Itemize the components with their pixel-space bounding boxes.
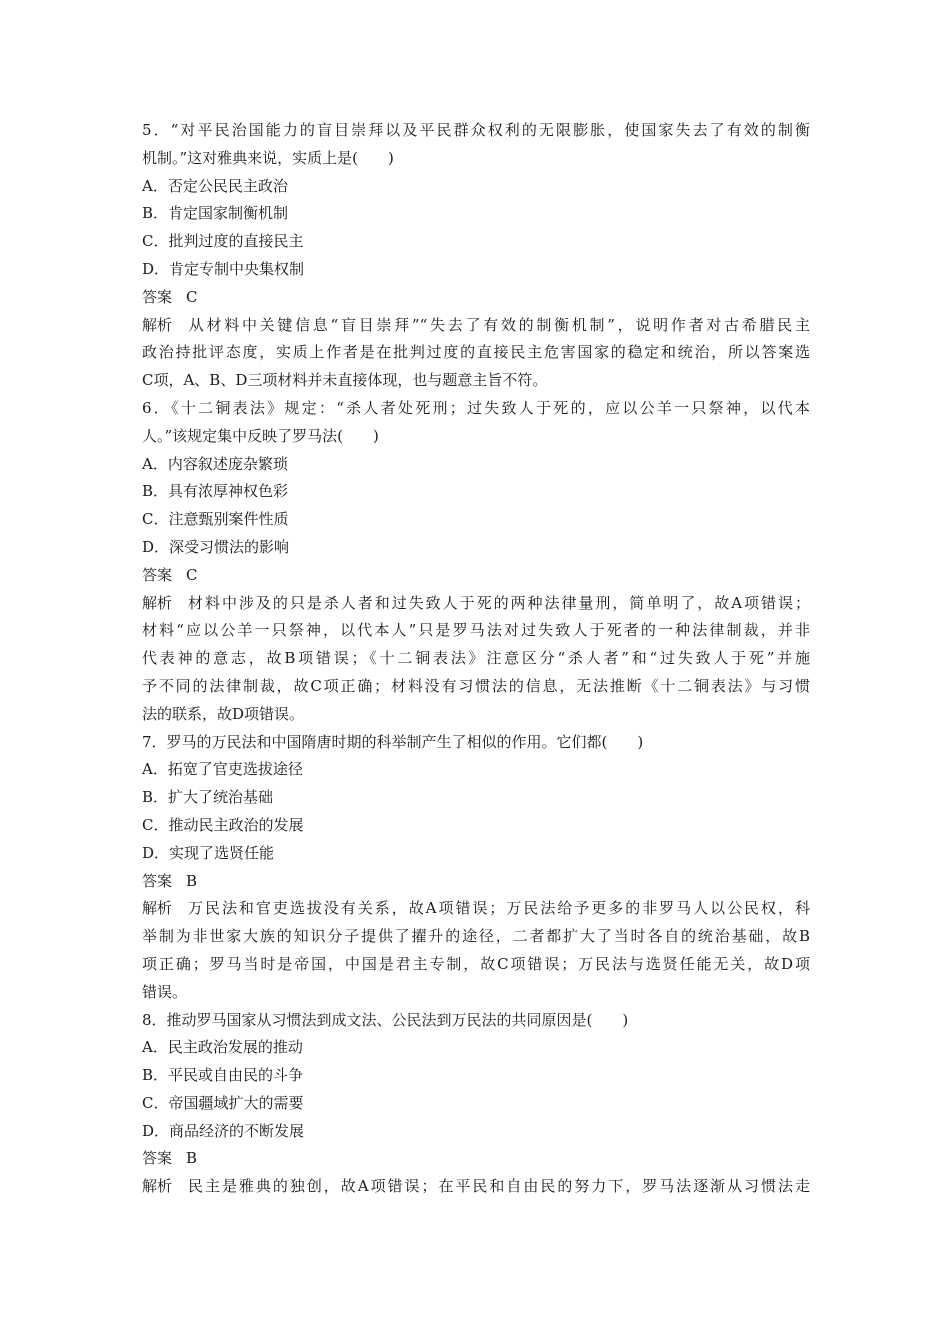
question-stem: 5．“对平民治国能力的盲目崇拜以及平民群众权利的无限膨胀，使国家失去了有效的制衡	[142, 121, 810, 139]
answer-line	[142, 562, 810, 590]
analysis-line	[142, 895, 810, 923]
analysis-label: 解析	[142, 315, 173, 334]
question-7	[142, 729, 810, 1007]
option-c: C．批判过度的直接民主	[142, 232, 304, 251]
option-c: C．帝国疆域扩大的需要	[142, 1093, 304, 1112]
option-c: C．注意甄别案件性质	[142, 510, 289, 529]
analysis-line	[142, 590, 810, 618]
option-b: B．肯定国家制衡机制	[142, 204, 289, 223]
answer-label: 答案	[142, 1149, 173, 1168]
analysis-label: 解析	[142, 593, 173, 612]
answer-line	[142, 868, 810, 896]
analysis-text: 材料“应以公羊一只祭神，以代本人”只是罗马法对过失致人于死者的一种法律制裁，并非	[142, 621, 810, 640]
answer-value: B	[186, 871, 198, 890]
question-5	[142, 117, 810, 395]
analysis-text: 项正确；罗马当时是帝国，中国是君主专制，故C项错误；万民法与选贤任能无关，故D项	[142, 954, 810, 973]
question-stem: 6．《十二铜表法》规定：“杀人者处死刑；过失致人于死的，应以公羊一只祭神，以代本	[142, 398, 810, 417]
document-body	[142, 117, 810, 1201]
answer-line	[142, 1145, 810, 1173]
option-b: B．扩大了统治基础	[142, 788, 274, 807]
answer-value: C	[186, 565, 198, 584]
question-stem: 人。”该规定集中反映了罗马法( )	[142, 426, 379, 445]
answer-line	[142, 284, 810, 312]
option-c: C．推动民主政治的发展	[142, 815, 304, 834]
question-stem: 8．推动罗马国家从习惯法到成文法、公民法到万民法的共同原因是( )	[142, 1010, 629, 1029]
analysis-line	[142, 312, 810, 340]
analysis-label: 解析	[142, 899, 173, 918]
answer-label: 答案	[142, 565, 173, 584]
analysis-text: 材料中涉及的只是杀人者和过失致人于死的两种法律量刑，简单明了，故A项错误；	[186, 593, 810, 612]
option-a: A．内容叙述庞杂繁琐	[142, 454, 288, 473]
answer-label: 答案	[142, 871, 173, 890]
analysis-text: 代表神的意志，故B项错误；《十二铜表法》注意区分“杀人者”和“过失致人于死”并施	[142, 649, 810, 668]
option-a: A．拓宽了官吏选拔途径	[142, 760, 303, 779]
answer-label: 答案	[142, 287, 173, 306]
question-stem: 机制。”这对雅典来说，实质上是( )	[142, 148, 394, 167]
option-b: B．具有浓厚神权色彩	[142, 482, 289, 501]
question-stem: 7．罗马的万民法和中国隋唐时期的科举制产生了相似的作用。它们都( )	[142, 732, 644, 751]
analysis-text: 从材料中关键信息“盲目崇拜”“失去了有效的制衡机制”，说明作者对古希腊民主	[186, 315, 810, 334]
analysis-text: 万民法和官吏选拔没有关系，故A项错误；万民法给予更多的非罗马人以公民权，科	[186, 899, 810, 918]
analysis-text: C项，A、B、D三项材料并未直接体现，也与题意主旨不符。	[142, 371, 548, 390]
option-d: D．深受习惯法的影响	[142, 537, 290, 556]
option-d: D．肯定专制中央集权制	[142, 259, 305, 278]
analysis-text: 法的联系，故D项错误。	[142, 704, 305, 723]
answer-value: C	[186, 287, 198, 306]
option-a: A．否定公民民主政治	[142, 176, 288, 195]
analysis-label: 解析	[142, 1177, 173, 1196]
analysis-text: 民主是雅典的独创，故A项错误；在平民和自由民的努力下，罗马法逐渐从习惯法走	[186, 1177, 810, 1196]
option-a: A．民主政治发展的推动	[142, 1038, 303, 1057]
analysis-text: 政治持批评态度，实质上作者是在批判过度的直接民主危害国家的稳定和统治，所以答案选	[142, 343, 810, 362]
question-8	[142, 1007, 810, 1202]
option-d: D．商品经济的不断发展	[142, 1121, 305, 1140]
answer-value: B	[186, 1149, 198, 1168]
question-6	[142, 395, 810, 729]
analysis-text: 错误。	[142, 982, 188, 1001]
analysis-text: 予不同的法律制裁，故C项正确；材料没有习惯法的信息，无法推断《十二铜表法》与习惯	[142, 676, 810, 695]
option-b: B．平民或自由民的斗争	[142, 1066, 304, 1085]
analysis-text: 举制为非世家大族的知识分子提供了擢升的途径，二者都扩大了当时各自的统治基础，故B	[142, 927, 810, 946]
analysis-line	[142, 1173, 810, 1201]
option-d: D．实现了选贤任能	[142, 843, 275, 862]
